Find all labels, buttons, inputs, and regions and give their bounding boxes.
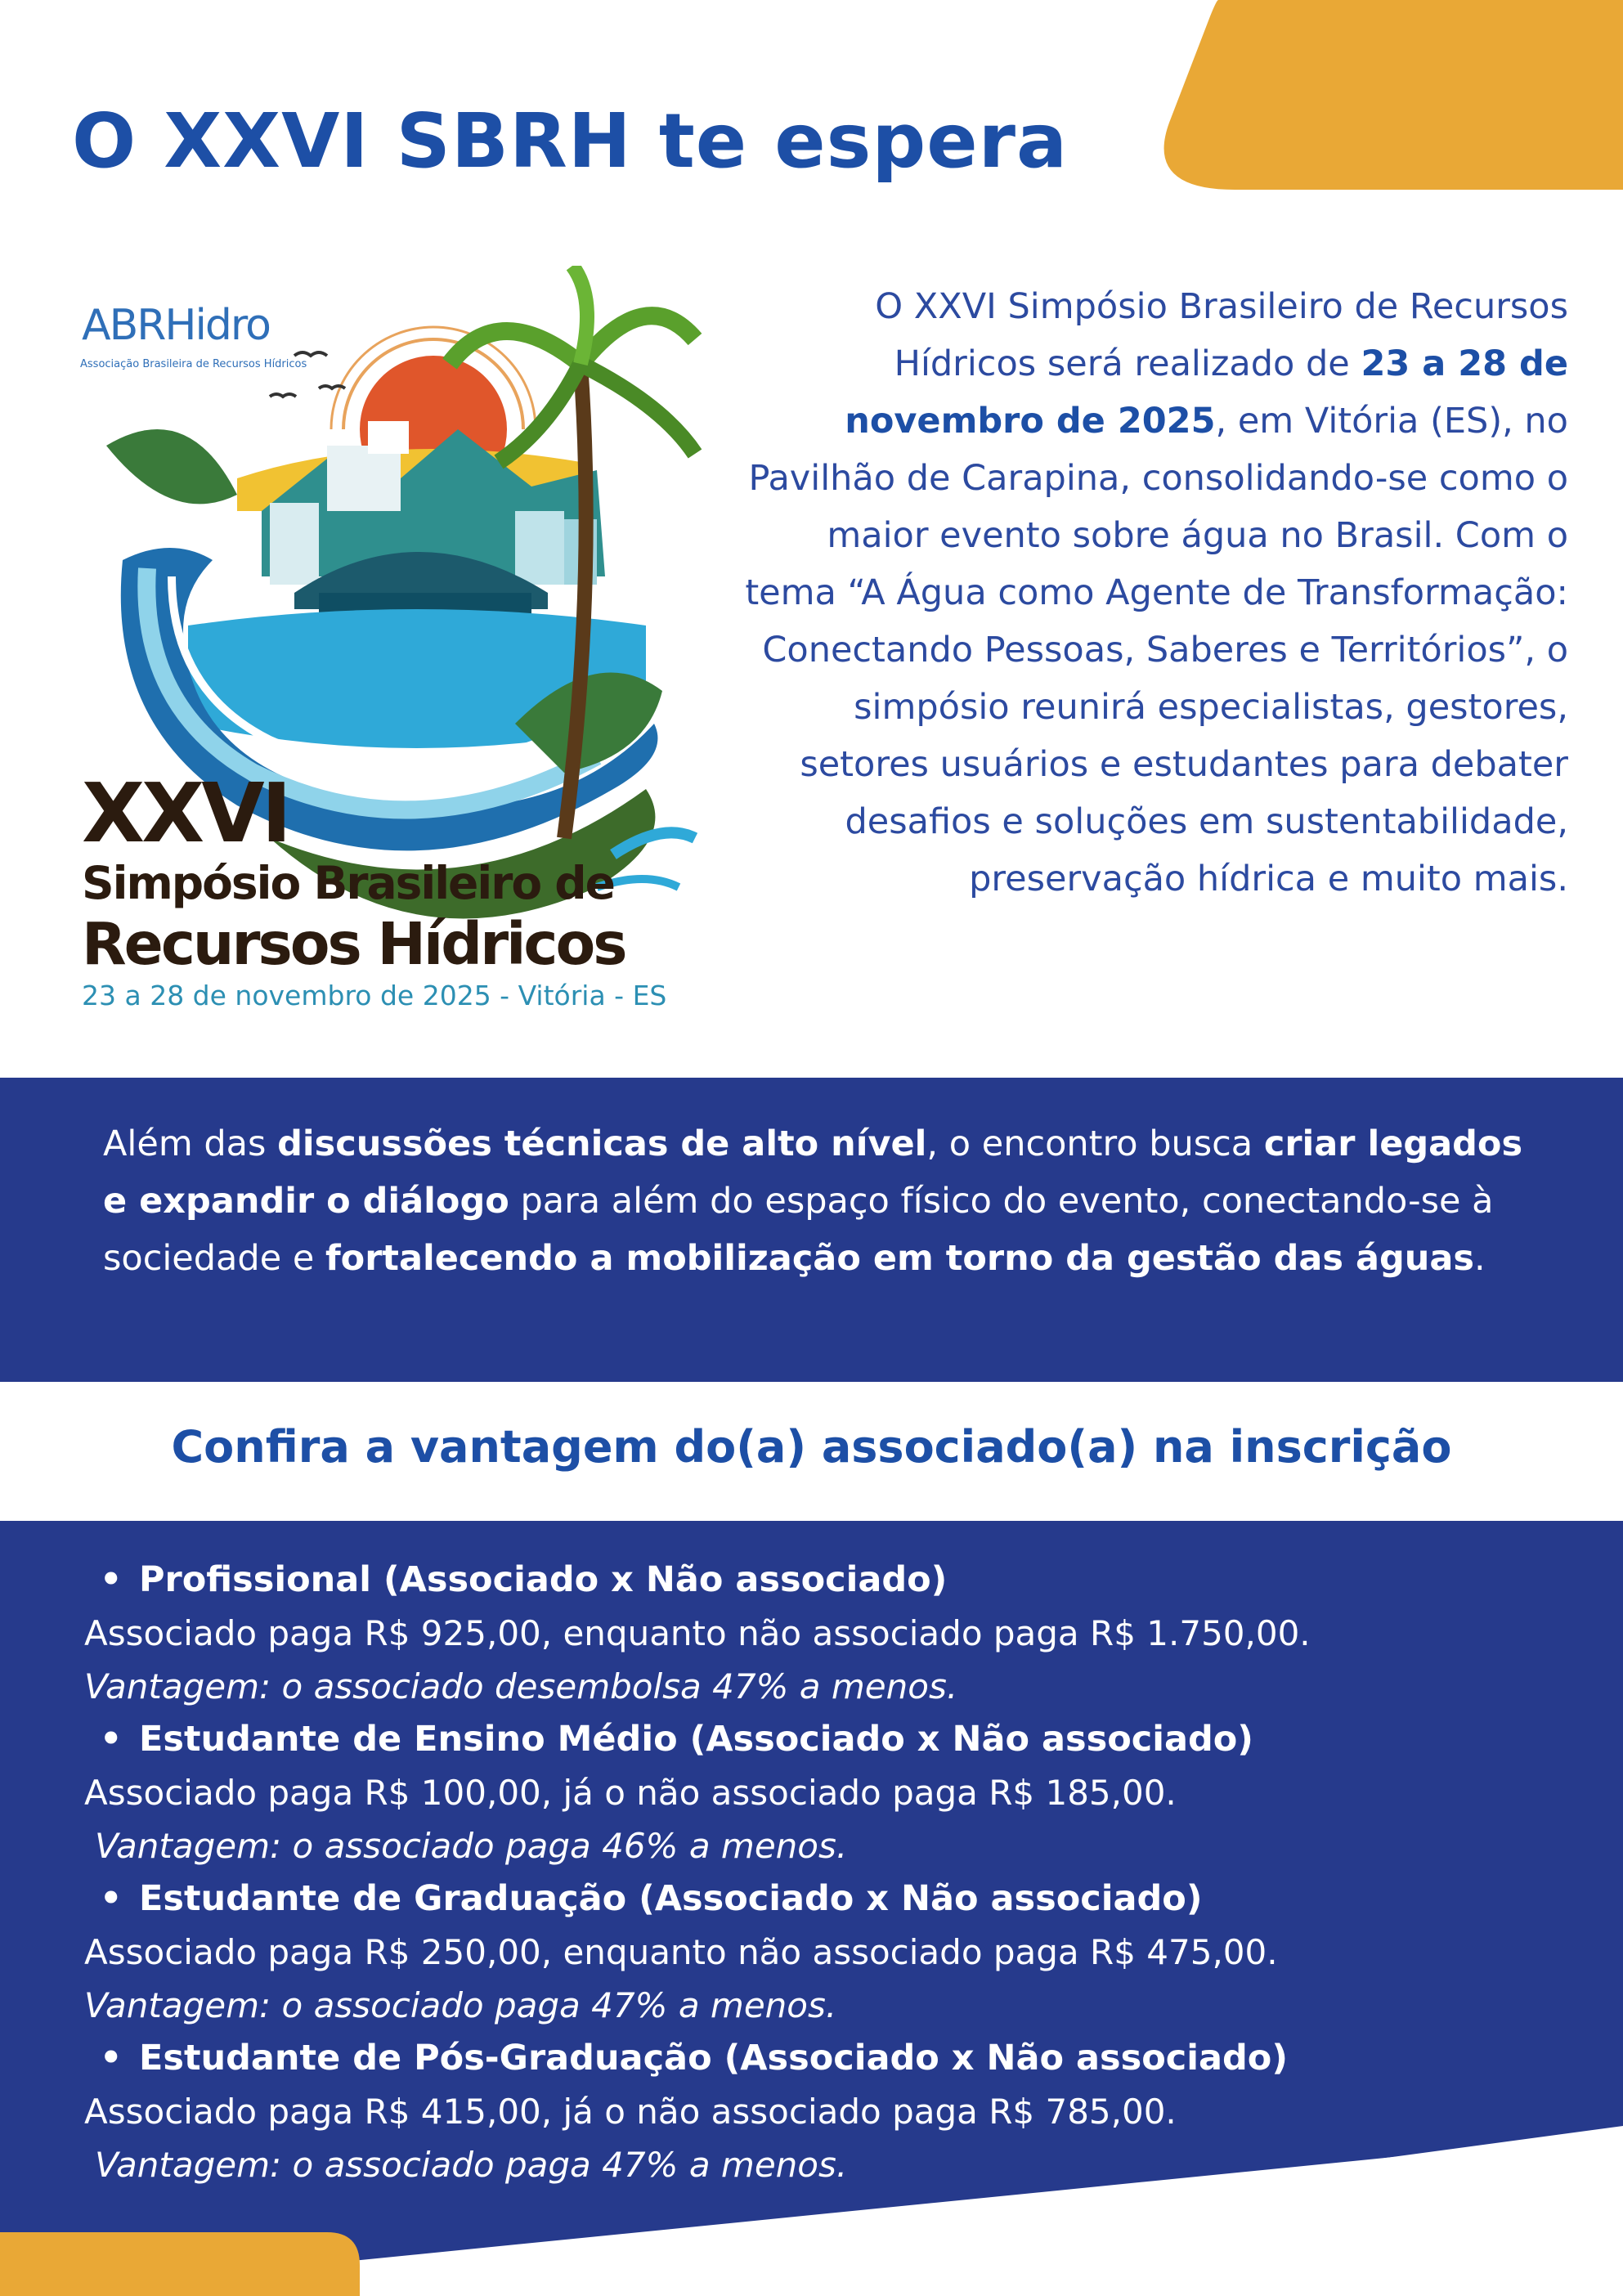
- logo-event-name-line1: Simpósio Brasileiro de: [82, 857, 614, 909]
- pricing-list: [0, 1554, 1623, 2191]
- logo-date-place: 23 a 28 de novembro de 2025 - Vitória - ES: [82, 980, 667, 1011]
- bullet-icon: •: [100, 2038, 123, 2079]
- orange-corner-shape: [1145, 0, 1623, 190]
- intro-dates: 23 a 28 de novembro de 2025: [845, 343, 1568, 442]
- intro-text-1: O XXVI Simpósio Brasileiro de Recursos Hídricos será realizado de: [875, 286, 1568, 384]
- pricing-item-prices: Associado paga R$ 100,00, já o não associado paga R$ 185,00.: [84, 1773, 1177, 1813]
- pricing-item-prices: Associado paga R$ 250,00, enquanto não associado paga R$ 475,00.: [84, 1932, 1278, 1972]
- pricing-item-title: Estudante de Pós-Graduação (Associado x Não associado): [139, 2038, 1288, 2079]
- pricing-item-graduate: [0, 2032, 1623, 2191]
- pricing-item-prices: Associado paga R$ 925,00, enquanto não associado paga R$ 1.750,00.: [84, 1613, 1311, 1653]
- bullet-icon: •: [100, 1878, 123, 1919]
- advantage-section-title: Confira a vantagem do(a) associado(a) na inscrição: [171, 1421, 1452, 1473]
- highlight-bold-2: criar legados e expandir o diálogo: [103, 1123, 1523, 1222]
- highlight-text-4: .: [1473, 1238, 1486, 1279]
- bullet-icon: •: [100, 1559, 123, 1600]
- pricing-item-title: Estudante de Graduação (Associado x Não associado): [139, 1878, 1203, 1919]
- highlight-paragraph: [103, 1115, 1526, 1287]
- pricing-item-professional: [0, 1554, 1623, 1713]
- pricing-item-prices: Associado paga R$ 415,00, já o não associado paga R$ 785,00.: [84, 2092, 1177, 2132]
- intro-text-2: , em Vitória (ES), no Pavilhão de Carapina, consolidando-se como o maior evento sobre água no Brasil. Com o tema “A Água como Agente de Transformação: Conectando Pessoas, Saberes e Territórios”, o simpósio reunirá especialistas, gestores, setores usuários e estudantes para debater desafios e soluções em sustentabilidade, preservação hídrica e muito mais.: [745, 401, 1568, 899]
- page-title: O XXVI SBRH te espera: [72, 97, 1069, 185]
- highlight-text-1: Além das: [103, 1123, 278, 1164]
- logo-event-name-line2: Recursos Hídricos: [82, 910, 625, 978]
- pricing-item-title: Estudante de Ensino Médio (Associado x Não associado): [139, 1719, 1253, 1760]
- highlight-bold-1: discussões técnicas de alto nível: [277, 1123, 927, 1164]
- highlight-text-3: para além do espaço físico do evento, conectando-se à sociedade e: [103, 1181, 1494, 1279]
- pricing-item-advantage: Vantagem: o associado paga 47% a menos.: [95, 2145, 848, 2185]
- abrhidro-logo: ABRHidro: [82, 301, 270, 350]
- highlight-bold-3: fortalecendo a mobilização em torno da gestão das águas: [325, 1238, 1474, 1279]
- highlight-text-2: , o encontro busca: [926, 1123, 1264, 1164]
- pricing-item-title: Profissional (Associado x Não associado): [139, 1559, 948, 1600]
- pricing-item-advantage: Vantagem: o associado desembolsa 47% a menos.: [84, 1666, 958, 1706]
- pricing-item-undergraduate: [0, 1872, 1623, 2032]
- pricing-item-advantage: Vantagem: o associado paga 47% a menos.: [84, 1985, 837, 2025]
- pricing-item-high-school: [0, 1713, 1623, 1872]
- intro-paragraph: [736, 278, 1568, 908]
- bullet-icon: •: [100, 1719, 123, 1760]
- logo-edition: XXVI: [82, 765, 289, 861]
- pricing-item-advantage: Vantagem: o associado paga 46% a menos.: [95, 1826, 848, 1866]
- abrhidro-logo-subtitle: Associação Brasileira de Recursos Hídricos: [80, 358, 307, 370]
